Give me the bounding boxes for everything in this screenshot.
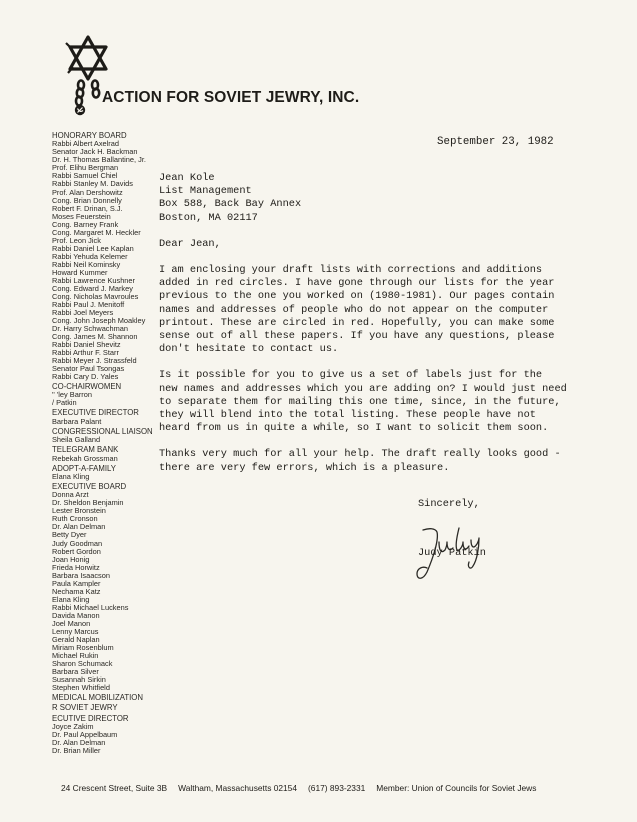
board-member-name: Rabbi Arthur F. Starr xyxy=(52,347,119,357)
board-section-heading: TELEGRAM BANK xyxy=(52,445,119,455)
board-member-name: Prof. Leon Jick xyxy=(52,235,101,245)
board-member-name: Lenny Marcus xyxy=(52,626,99,636)
board-member-name: Sharon Schumack xyxy=(52,658,113,668)
board-member-name: Rabbi Michael Luckens xyxy=(52,602,129,612)
text-line: they will blend into the total listing. These people have not xyxy=(159,409,536,422)
board-member-name: / Patkin xyxy=(52,398,77,408)
board-member-name: Judy Goodman xyxy=(52,538,103,548)
board-member-name: Barbara Silver xyxy=(52,666,99,676)
board-member-name: Davida Manon xyxy=(52,610,100,620)
closing: Sincerely, xyxy=(418,498,480,510)
board-member-name: Cong. Nicholas Mavroules xyxy=(52,291,139,301)
board-member-name: Paula Kampler xyxy=(52,578,101,588)
letterhead-footer xyxy=(61,783,547,793)
board-member-name: Dr. Alan Delman xyxy=(52,738,106,748)
footer-address: 24 Crescent Street, Suite 3B xyxy=(61,783,168,793)
board-member-name: Joel Manon xyxy=(52,618,91,628)
board-member-name: Prof. Elihu Bergman xyxy=(52,163,119,173)
board-member-name: Susannah Sirkin xyxy=(52,674,106,684)
text-line: don't hesitate to contact us. xyxy=(159,343,339,356)
text-line: to separate them for mailing this one time, since, in the future, xyxy=(159,395,561,408)
board-member-name: Sheila Galland xyxy=(52,435,101,445)
board-member-name: Cong. James M. Shannon xyxy=(52,331,138,341)
board-member-name: Rabbi Albert Axelrad xyxy=(52,139,119,149)
board-member-name: Lester Bronstein xyxy=(52,506,106,516)
text-line: previous to the one you worked on (1980-1981). Our pages contain xyxy=(159,290,555,303)
board-member-name: Senator Paul Tsongas xyxy=(52,363,125,373)
board-member-name: Rabbi Daniel Lee Kaplan xyxy=(52,243,134,253)
board-member-name: Michael Rukin xyxy=(52,650,99,660)
text-line: new names and addresses which you are adding on? I would just need xyxy=(159,382,567,395)
footer-member: Member: Union of Councils for Soviet Jews xyxy=(376,783,537,793)
board-member-name: Dr. Paul Appelbaum xyxy=(52,730,118,740)
text-line: Is it possible for you to give us a set of labels just for the xyxy=(159,369,543,382)
board-member-name: Rabbi Lawrence Kushner xyxy=(52,275,135,285)
board-member-name: Rabbi Meyer J. Strassfeld xyxy=(52,355,137,365)
board-member-name: Miriam Rosenblum xyxy=(52,642,114,652)
board-section-heading: CO-CHAIRWOMEN xyxy=(52,381,122,391)
board-member-name: Elana Kling xyxy=(52,594,90,604)
board-member-name: Cong. Edward J. Markey xyxy=(52,283,133,293)
board-member-name: Moses Feuerstein xyxy=(52,211,111,221)
board-member-name: Joan Honig xyxy=(52,554,90,564)
board-member-name: Betty Dyer xyxy=(52,530,87,540)
board-member-name: Robert F. Drinan, S.J. xyxy=(52,203,123,213)
board-member-name: Rabbi Samuel Chiel xyxy=(52,171,118,181)
text-line: printout. These are circled in red. Hopefully, you can make some xyxy=(159,316,555,329)
letter-date: September 23, 1982 xyxy=(437,136,554,148)
board-member-name: Barbara Isaacson xyxy=(52,570,110,580)
board-section-heading: R SOVIET JEWRY xyxy=(52,703,118,713)
board-member-name: Joyce Zakim xyxy=(52,722,94,732)
board-member-name: Frieda Horwitz xyxy=(52,562,100,572)
board-member-name: Rabbi Neil Kominsky xyxy=(52,259,121,269)
text-line: there are very few errors, which is a pleasure. xyxy=(159,461,450,474)
board-member-name: Rabbi Yehuda Kelemer xyxy=(52,251,128,261)
board-section-heading: CONGRESSIONAL LIAISON xyxy=(52,426,153,436)
board-member-name: Senator Jack H. Backman xyxy=(52,147,138,157)
board-member-name: Rebekah Grossman xyxy=(52,453,118,463)
board-member-name: Cong. John Joseph Moakley xyxy=(52,315,146,325)
board-section-heading: EXECUTIVE DIRECTOR xyxy=(52,408,139,418)
recipient-address xyxy=(159,172,539,225)
board-member-name: Robert Gordon xyxy=(52,546,101,556)
board-member-name: Cong. Brian Donnelly xyxy=(52,195,122,205)
board-member-name: Dr. Brian Miller xyxy=(52,746,101,756)
board-member-name: Dr. H. Thomas Ballantine, Jr. xyxy=(52,155,146,165)
board-member-name: Ruth Cronson xyxy=(52,514,98,524)
footer-phone: (617) 893-2331 xyxy=(308,783,366,793)
board-member-name: Dr. Sheldon Benjamin xyxy=(52,498,124,508)
board-member-name: Donna Arzt xyxy=(52,490,89,500)
text-line: I am enclosing your draft lists with corrections and additions xyxy=(159,264,543,277)
address-line: Boston, MA 02117 xyxy=(159,211,258,224)
paragraph-3 xyxy=(159,448,561,474)
board-section-heading: ECUTIVE DIRECTOR xyxy=(52,713,129,723)
text-line: names and addresses of people who do not appear on the computer xyxy=(159,303,549,316)
text-line: Thanks very much for all your help. The draft really looks good - xyxy=(159,448,561,461)
paragraph-2 xyxy=(159,369,567,435)
board-member-name: Rabbi Cary D. Yales xyxy=(52,371,119,381)
board-member-name: Nechama Katz xyxy=(52,586,101,596)
salutation: Dear Jean, xyxy=(159,237,221,250)
text-line: heard from us in quite a while, so I want to solicit them soon. xyxy=(159,422,549,435)
text-line: sense out of all these papers. If you have any questions, please xyxy=(159,330,555,343)
text-line: added in red circles. I have gone through our lists for the year xyxy=(159,277,555,290)
board-member-name: Cong. Barney Frank xyxy=(52,219,119,229)
board-member-name: Elana Kling xyxy=(52,471,90,481)
board-members-sidebar xyxy=(52,130,162,755)
address-line: Box 588, Back Bay Annex xyxy=(159,198,302,211)
board-member-name: Prof. Alan Dershowitz xyxy=(52,187,123,197)
board-section-heading: MEDICAL MOBILIZATION xyxy=(52,692,143,702)
board-member-name: Rabbi Stanley M. Davids xyxy=(52,179,133,189)
address-line: Jean Kole xyxy=(159,172,215,184)
address-line: List Management xyxy=(159,185,252,198)
signer-name: Judy Patkin xyxy=(418,547,486,559)
board-member-name: Dr. Harry Schwachman xyxy=(52,323,128,333)
footer-city: Waltham, Massachusetts 02154 xyxy=(178,783,297,793)
board-member-name: Gerald Naplan xyxy=(52,634,100,644)
organization-name: ACTION FOR SOVIET JEWRY, INC. xyxy=(102,89,360,106)
board-section-heading: EXECUTIVE BOARD xyxy=(52,482,127,491)
board-member-name: Cong. Margaret M. Heckler xyxy=(52,227,141,237)
board-member-name: Dr. Alan Delman xyxy=(52,522,106,532)
board-member-name: Howard Kummer xyxy=(52,267,108,277)
board-section-heading: ADOPT-A-FAMILY xyxy=(52,463,116,473)
paragraph-1 xyxy=(159,264,555,356)
board-member-name: Rabbi Joel Meyers xyxy=(52,307,114,317)
board-member-name: Rabbi Daniel Shevitz xyxy=(52,339,121,349)
letter-body xyxy=(159,172,567,475)
board-section-heading: HONORARY BOARD xyxy=(52,131,127,140)
board-member-name: Barbara Palant xyxy=(52,416,102,426)
board-member-name: Stephen Whitfield xyxy=(52,682,110,692)
board-member-name: '' 'ley Barron xyxy=(52,390,92,400)
board-member-name: Rabbi Paul J. Menitoff xyxy=(52,299,125,309)
